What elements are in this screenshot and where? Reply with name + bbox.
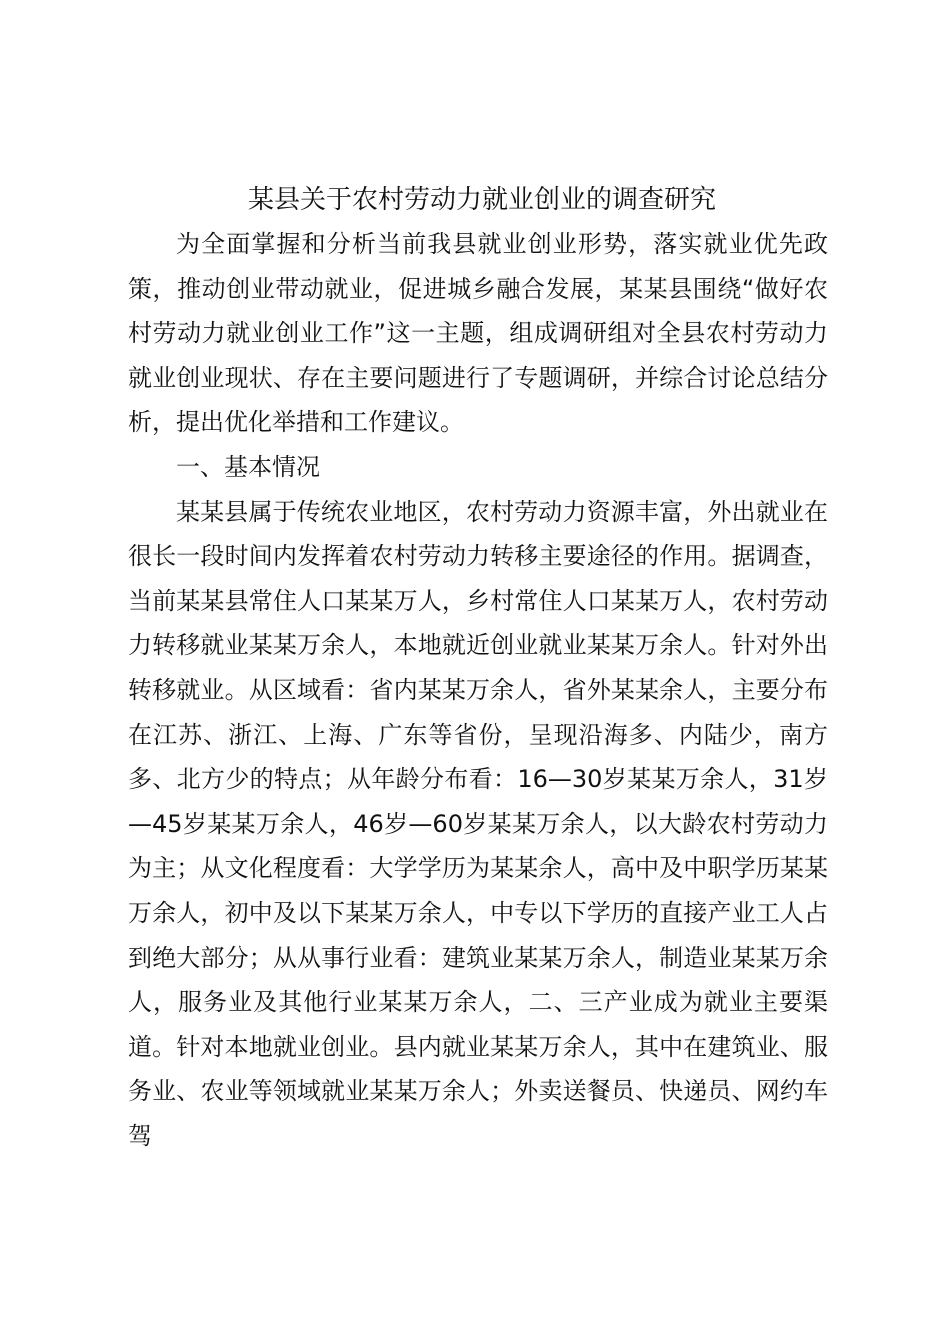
document-title: 某县关于农村劳动力就业创业的调查研究: [247, 185, 716, 215]
intro-paragraph: 为全面掌握和分析当前我县就业创业形势，落实就业优先政策，推动创业带动就业，促进城乡融合发展，某某县围绕“做好农村劳动力就业创业工作”这一主题，组成调研组对全县农村劳动力就业创业现状、存在主要问题进行了专题调研，并综合讨论总结分析，提出优化举措和工作建议。: [128, 230, 828, 437]
document-body: [128, 178, 828, 1158]
basic-situation-paragraph: 某某县属于传统农业地区，农村劳动力资源丰富，外出就业在很长一段时间内发挥着农村劳动力转移主要途径的作用。据调查，当前某某县常住人口某某万人，乡村常住人口某某万人，农村劳动力转移就业某某万余人，本地就近创业就业某某万余人。针对外出转移就业。从区域看：省内某某万余人，省外某某余人，主要分布在江苏、浙江、上海、广东等省份，呈现沿海多、内陆少，南方多、北方少的特点；从年龄分布看：16—30岁某某万余人，31岁—45岁某某万余人，46岁—60岁某某万余人，以大龄农村劳动力为主；从文化程度看：大学学历为某某余人，高中及中职学历某某万余人，初中及以下某某万余人，中专以下学历的直接产业工人占到绝大部分；从从事行业看：建筑业某某万余人，制造业某某万余人，服务业及其他行业某某万余人，二、三产业成为就业主要渠道。针对本地就业创业。县内就业某某万余人，其中在建筑业、服务业、农业等领域就业某某万余人；外卖送餐员、快递员、网约车驾: [128, 497, 828, 1150]
section-heading-basic-situation: 一、基本情况: [176, 452, 320, 481]
